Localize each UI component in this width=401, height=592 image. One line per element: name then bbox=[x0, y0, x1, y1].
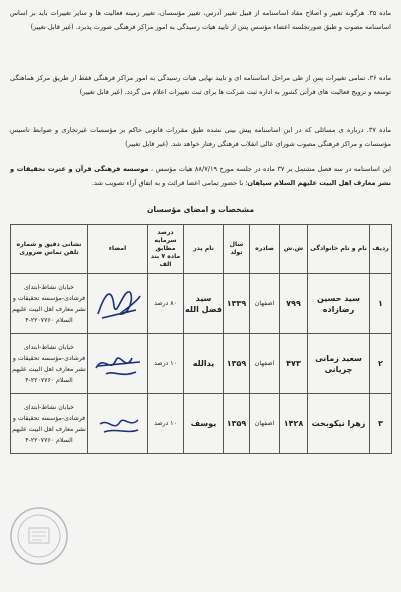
cell-address: خیابان نشاط-ابتدای فرشادی-مؤسسه تحقیقات و نشر معارف اهل البیت علیهم السلام ۲۲۰۷۷۶۰-۴ bbox=[11, 274, 88, 334]
table-row bbox=[11, 334, 392, 394]
header-id-number: ش.ش bbox=[280, 225, 308, 274]
cell-row-number: ۳ bbox=[370, 394, 392, 454]
header-address: نشانی دقیق و شماره تلفن تماس ضروری bbox=[11, 225, 88, 274]
cell-signature bbox=[88, 274, 148, 334]
closing-statement bbox=[10, 163, 391, 190]
founders-section-title: مشخصات و امضای مؤسسان bbox=[146, 205, 255, 214]
institute-name: موسسه فرهنگی قرآن و عترت تحقیقات و نشر معارف اهل البیت علیهم السلام سپاهان bbox=[10, 165, 391, 187]
table-row bbox=[11, 274, 392, 334]
header-name: نام و نام خانوادگی bbox=[308, 225, 370, 274]
header-share: درصد سرمایه مطابق ماده ۷ بند الف bbox=[148, 225, 184, 274]
article-37: ماده ۳۷. درباره ی مسائلی که در این اساسنامه پیش بینی نشده طبق مقررات قانونی حاکم بر مؤسسات غیرتجاری و ضوابط تاسیس مؤسسات و مراکز فرهنگی مصوب شورای عالی انقلاب فرهنگی رفتار خواهد شد. (غیر قابل تغییر) bbox=[10, 126, 391, 148]
cell-address: خیابان نشاط-ابتدای فرشادی-مؤسسه تحقیقات و نشر معارف اهل البیت علیهم السلام ۲۲۰۷۷۶۰-۴ bbox=[11, 394, 88, 454]
cell-name: سید حسین رضازاده bbox=[308, 274, 370, 334]
cell-father-name: سید فضل الله bbox=[184, 274, 224, 334]
closing-text-after: ؛ با حضور تمامی اعضا قرائت و به اتفاق آراء تصویب شد. bbox=[91, 178, 248, 187]
table-row bbox=[11, 394, 392, 454]
cell-share: ۱۰ درصد bbox=[148, 394, 184, 454]
founders-table bbox=[10, 224, 392, 454]
table-header-row bbox=[11, 225, 392, 274]
article-35: ماده ۳۵. هرگونه تغییر و اصلاح مفاد اساسنامه از قبیل تغییر آدرس، تغییر مؤسسان، تغییر زمینه فعالیت ها و سایر تغییرات باید بر اساس اساسنامه مصوب و طبق صورتجلسه اعضاء مؤسس پس از تایید هیات رسیدگی به امور مراکز فرهنگی صورت پذیرد. (غیر قابل تغییر) bbox=[10, 9, 391, 31]
header-row-number: ردیف bbox=[370, 225, 392, 274]
cell-birth-year: ۱۳۳۹ bbox=[224, 274, 250, 334]
header-birth-year: سال تولد bbox=[224, 225, 250, 274]
article-36: ماده ۳۶. تمامی تغییرات پس از طی مراحل اساسنامه ای و تایید نهایی هیات رسیدگی به امور مراکز فرهنگی فقط از طریق مرکز هماهنگی توسعه و ترویج فعالیت های قرآنی کشور به اداره ثبت شرکت ها برای ثبت تغییرات اعلام می گردد. (غیر قابل تغییر) bbox=[10, 74, 391, 96]
header-signature: امضاء bbox=[88, 225, 148, 274]
official-stamp-icon bbox=[8, 505, 70, 567]
cell-address: خیابان نشاط-ابتدای فرشادی-مؤسسه تحقیقات و نشر معارف اهل البیت علیهم السلام ۲۲۰۷۷۶۰-۴ bbox=[11, 334, 88, 394]
signature-1-icon bbox=[92, 284, 144, 324]
cell-signature bbox=[88, 394, 148, 454]
cell-name: زهرا نیکوبخت bbox=[308, 394, 370, 454]
cell-id-number: ۴۷۳ bbox=[280, 334, 308, 394]
cell-father-name: یدالله bbox=[184, 334, 224, 394]
cell-father-name: یوسف bbox=[184, 394, 224, 454]
signature-3-icon bbox=[92, 404, 144, 444]
cell-id-number: ۱۴۲۸ bbox=[280, 394, 308, 454]
cell-birth-year: ۱۳۵۹ bbox=[224, 394, 250, 454]
header-father-name: نام پدر bbox=[184, 225, 224, 274]
cell-share: ۸۰ درصد bbox=[148, 274, 184, 334]
signature-2-icon bbox=[92, 344, 144, 384]
cell-issued: اصفهان bbox=[250, 394, 280, 454]
cell-id-number: ۷۹۹ bbox=[280, 274, 308, 334]
cell-name: سعید زمانی چریانی bbox=[308, 334, 370, 394]
header-issued: صادره bbox=[250, 225, 280, 274]
cell-row-number: ۱ bbox=[370, 274, 392, 334]
cell-birth-year: ۱۳۵۹ bbox=[224, 334, 250, 394]
cell-issued: اصفهان bbox=[250, 334, 280, 394]
cell-share: ۱۰ درصد bbox=[148, 334, 184, 394]
cell-issued: اصفهان bbox=[250, 274, 280, 334]
closing-text-before: این اساسنامه در سه فصل مشتمل بر ۳۷ ماده در جلسه مورخ ۸۸/۷/۱۹ هیات مؤسس ، bbox=[148, 165, 391, 173]
cell-row-number: ۲ bbox=[370, 334, 392, 394]
cell-signature bbox=[88, 334, 148, 394]
